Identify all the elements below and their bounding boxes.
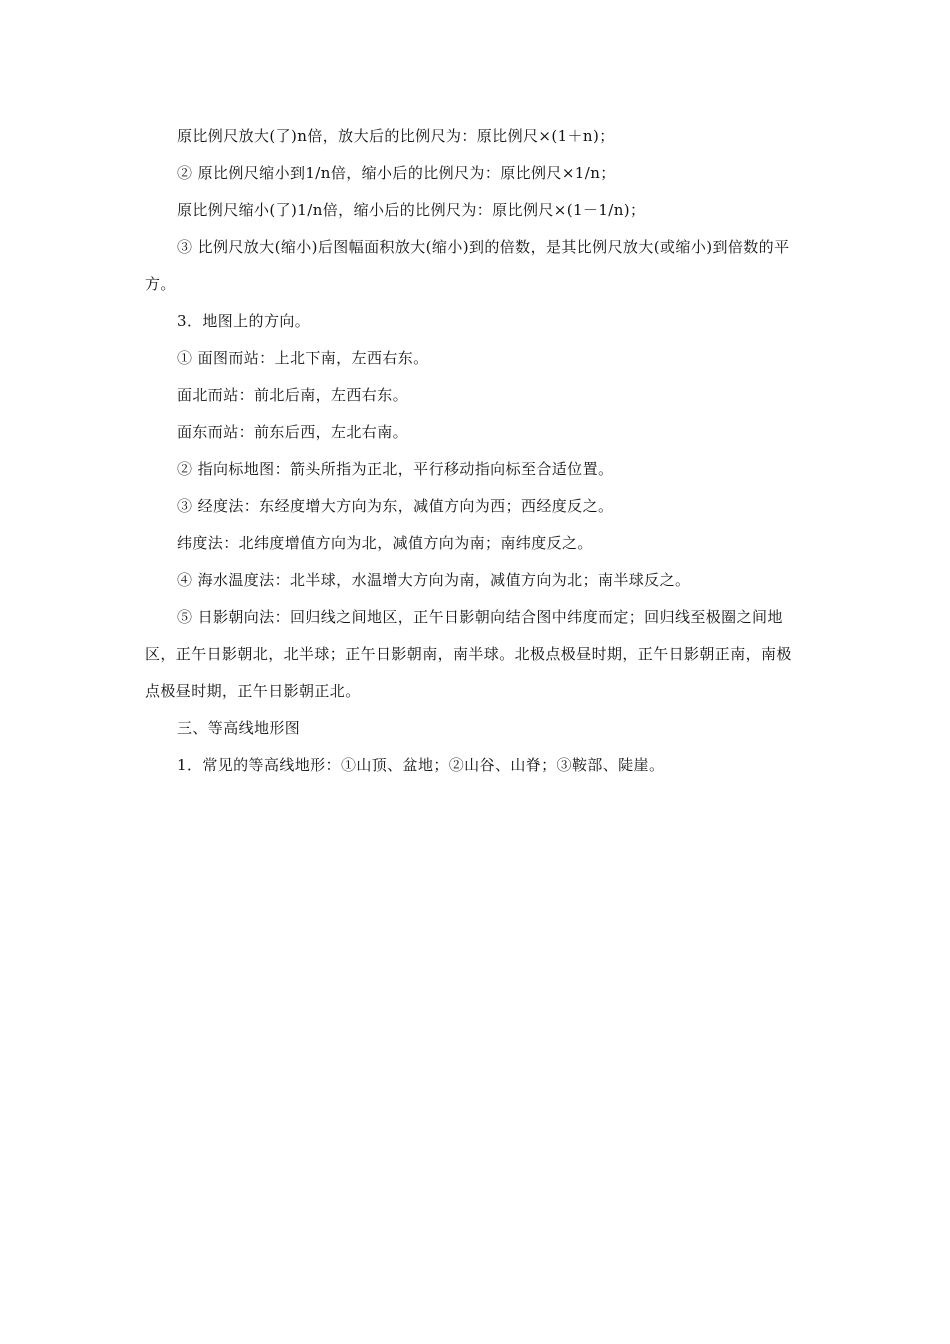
paragraph-reduce-by-1-over-n: 原比例尺缩小(了)1/n倍，缩小后的比例尺为：原比例尺×(1－1/n)； — [177, 201, 646, 219]
paragraph-facing-map: ① 面图而站：上北下南，左西右东。 — [177, 349, 429, 367]
paragraph-area-scaling: ③ 比例尺放大(缩小)后图幅面积放大(缩小)到的倍数，是其比例尺放大(或缩小)到倍数的平方。 — [145, 238, 790, 293]
paragraph-common-contour-terrain: 1．常见的等高线地形：①山顶、盆地；②山谷、山脊；③鞍部、陡崖。 — [177, 756, 665, 774]
paragraph-reduce-to-1-over-n: ② 原比例尺缩小到1/n倍，缩小后的比例尺为：原比例尺×1/n； — [177, 164, 616, 182]
paragraph-latitude-method: 纬度法：北纬度增值方向为北，减值方向为南；南纬度反之。 — [177, 534, 593, 552]
paragraph-sea-temperature-method: ④ 海水温度法：北半球，水温增大方向为南，减值方向为北；南半球反之。 — [177, 571, 691, 589]
document-body — [145, 118, 807, 784]
paragraph-shadow-direction-method: ⑤ 日影朝向法：回归线之间地区，正午日影朝向结合图中纬度而定；回归线至极圈之间地区，正午日影朝北，北半球；正午日影朝南，南半球。北极点极昼时期，正午日影朝正南，南极点极昼时期，正午日影朝正北。 — [145, 608, 792, 700]
paragraph-facing-east: 面东而站：前东后西，左北右南。 — [177, 423, 409, 441]
paragraph-enlarge-by-n: 原比例尺放大(了)n倍，放大后的比例尺为：原比例尺×(1＋n)； — [177, 127, 615, 145]
section-heading-map-direction: 3．地图上的方向。 — [177, 312, 311, 330]
paragraph-longitude-method: ③ 经度法：东经度增大方向为东，减值方向为西；西经度反之。 — [177, 497, 614, 515]
section-heading-contour-map: 三、等高线地形图 — [177, 719, 301, 737]
paragraph-facing-north: 面北而站：前北后南，左西右东。 — [177, 386, 409, 404]
paragraph-north-arrow: ② 指向标地图：箭头所指为正北，平行移动指向标至合适位置。 — [177, 460, 614, 478]
